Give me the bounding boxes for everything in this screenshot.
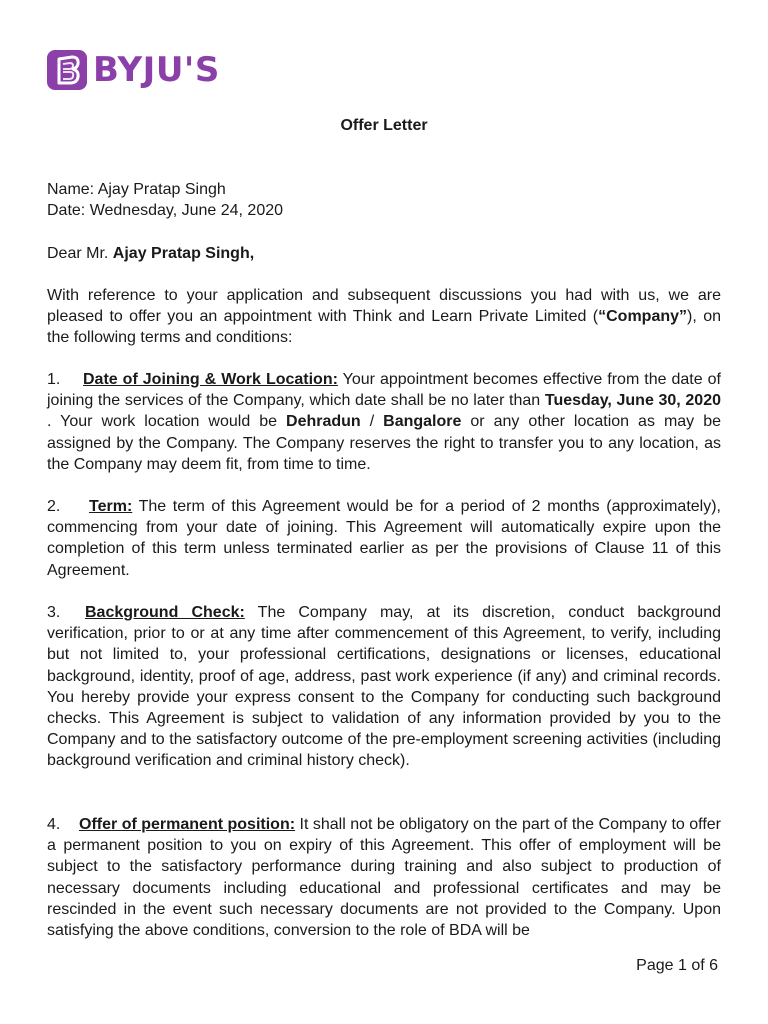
intro-paragraph: [47, 285, 721, 349]
work-location-2: Bangalore: [383, 413, 462, 431]
joining-date: Tuesday, June 30, 2020: [544, 392, 721, 410]
byjus-logo-icon: [47, 50, 87, 90]
letter-date: Date: Wednesday, June 24, 2020: [47, 202, 284, 219]
clause-heading: Background Check:: [85, 604, 245, 621]
intro-text-end: ), on the following terms and conditions:: [47, 308, 721, 347]
clause-4: [47, 814, 721, 941]
salutation-name: Ajay Pratap Singh,: [112, 245, 255, 262]
page-number: Page 1 of 6: [636, 957, 718, 974]
clause-text: . Your work location would be: [47, 413, 287, 431]
clause-heading: Date of Joining & Work Location:: [83, 371, 338, 388]
company-term: “Company”: [598, 308, 688, 326]
clause-number: 1.: [47, 371, 61, 388]
clause-1: [47, 369, 721, 475]
clause-text: or any other location as may be assigned by the Company. The Company reserves the right to transfer you to any location, as the Company may deem fit, from time to time.: [47, 413, 721, 473]
clause-heading: Term:: [89, 498, 133, 515]
location-separator: /: [360, 413, 384, 431]
salutation: [47, 243, 721, 264]
clause-text: It shall not be obligatory on the part of the Company to offer a permanent position to you on expiry of this Agreement. This offer of employment will be subject to the satisfactory performance during training and also subject to production of necessary documents including educational and professional certificates and may be rescinded in the event such necessary documents are not provided to the Company. Upon satisfying the above conditions, conversion to the role of BDA will be: [47, 816, 721, 940]
byjus-logo: [47, 50, 220, 90]
clause-heading: Offer of permanent position:: [79, 816, 296, 833]
salutation-prefix: Dear Mr.: [47, 245, 113, 262]
clause-number: 4.: [47, 816, 61, 833]
clause-3: [47, 602, 721, 772]
clause-2: [47, 496, 721, 581]
clause-text: Your appointment becomes effective from the date of joining the services of the Company, which date shall be no later than: [47, 371, 721, 410]
intro-text: With reference to your application and subsequent discussions you had with us, we are pleased to offer you an appointment with Think and Learn Private Limited (: [47, 287, 721, 326]
recipient-name: Name: Ajay Pratap Singh: [47, 181, 226, 198]
work-location-1: Dehradun: [286, 413, 361, 431]
brand-name: BYJU'S: [93, 50, 220, 90]
clause-text: The term of this Agreement would be for a period of 2 months (approximately), commencing from your date of joining. This Agreement will automatically expire upon the completion of this term unless terminated earlier as per the provisions of Clause 11 of this Agreement.: [47, 498, 721, 579]
clause-text: The Company may, at its discretion, conduct background verification, prior to or at any time after commencement of this Agreement, to verify, including but not limited to, your professional certifications, designations or licenses, educational background, identity, proof of age, address, past work experience (if any) and criminal records. You hereby provide your express consent to the Company for conducting such background checks. This Agreement is subject to validation of any information provided by you to the Company and to the satisfactory outcome of the pre-employment screening activities (including background verification and criminal history check).: [47, 604, 721, 770]
clause-number: 2.: [47, 498, 61, 515]
clause-number: 3.: [47, 604, 61, 621]
document-title: Offer Letter: [340, 117, 428, 134]
